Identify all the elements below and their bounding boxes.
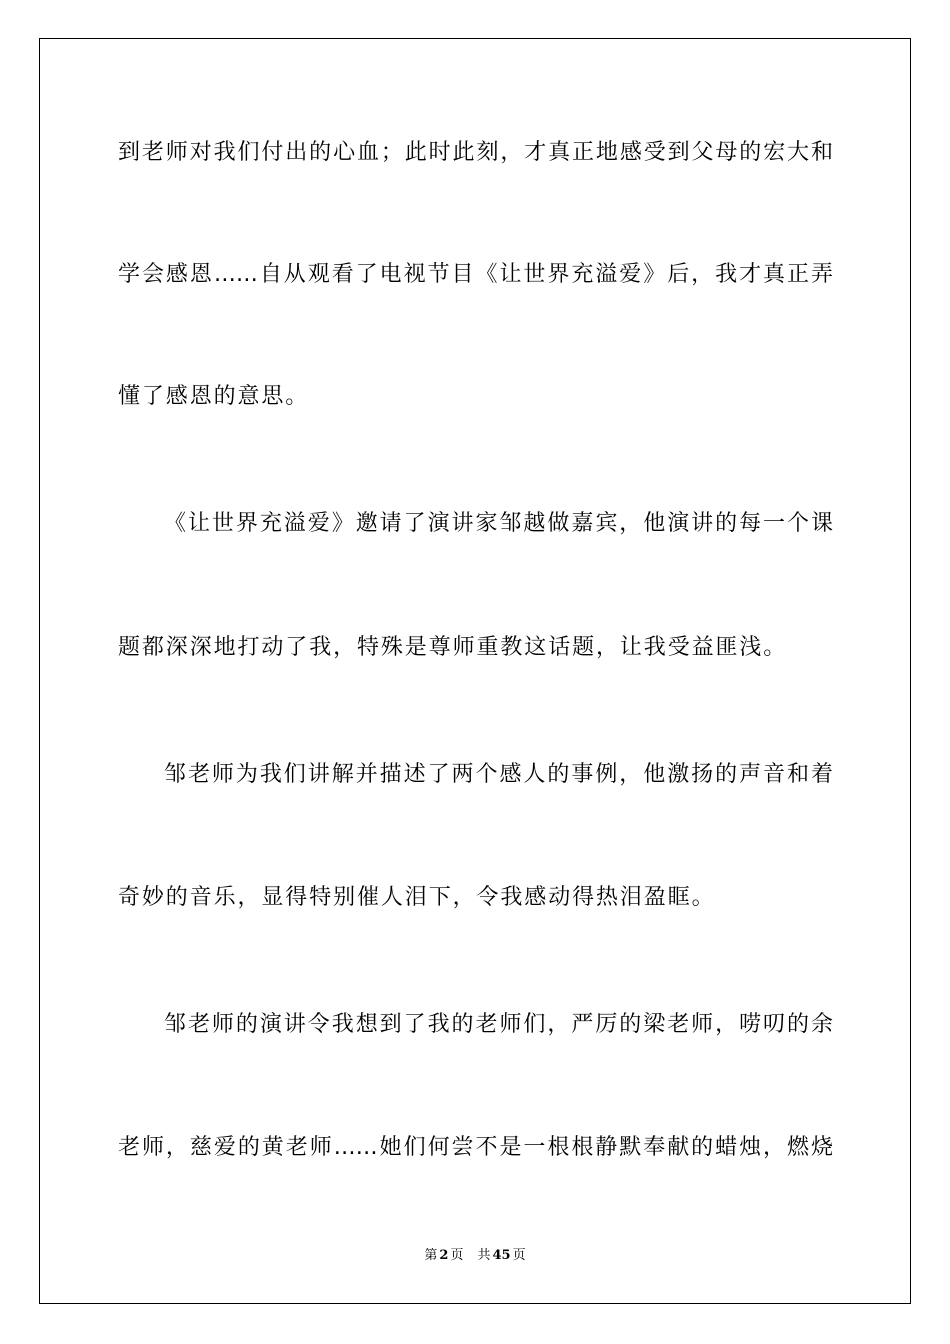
page-footer <box>0 1247 950 1265</box>
text-line-7: 奇妙的音乐，显得特别催人泪下，令我感动得热泪盈眶。 <box>118 885 716 910</box>
page-label-unit: 页 <box>450 1248 464 1263</box>
text-line-4: 《让世界充溢爱》邀请了演讲家邹越做嘉宾，他演讲的每一个课 <box>164 511 833 536</box>
page-label-prefix: 第 <box>424 1248 438 1263</box>
text-line-2: 学会感恩……自从观看了电视节目《让世界充溢爱》后，我才真正弄 <box>118 262 833 287</box>
text-line-3: 懂了感恩的意思。 <box>118 384 310 409</box>
total-label-unit: 页 <box>512 1248 526 1263</box>
page-border <box>39 38 911 1304</box>
text-line-1: 到老师对我们付出的心血；此时此刻，才真正地感受到父母的宏大和 <box>118 140 833 165</box>
text-line-9: 老师，慈爱的黄老师……她们何尝不是一根根静默奉献的蜡烛，燃烧 <box>118 1135 833 1160</box>
text-line-8: 邹老师的演讲令我想到了我的老师们，严厉的梁老师，唠叨的余 <box>164 1012 833 1037</box>
text-line-5: 题都深深地打动了我，特殊是尊师重教这话题，让我受益匪浅。 <box>118 635 788 660</box>
total-page-count: 45 <box>492 1248 511 1263</box>
total-label-prefix: 共 <box>477 1248 491 1263</box>
current-page-number: 2 <box>439 1248 449 1263</box>
text-line-6: 邹老师为我们讲解并描述了两个感人的事例，他激扬的声音和着 <box>164 762 833 787</box>
